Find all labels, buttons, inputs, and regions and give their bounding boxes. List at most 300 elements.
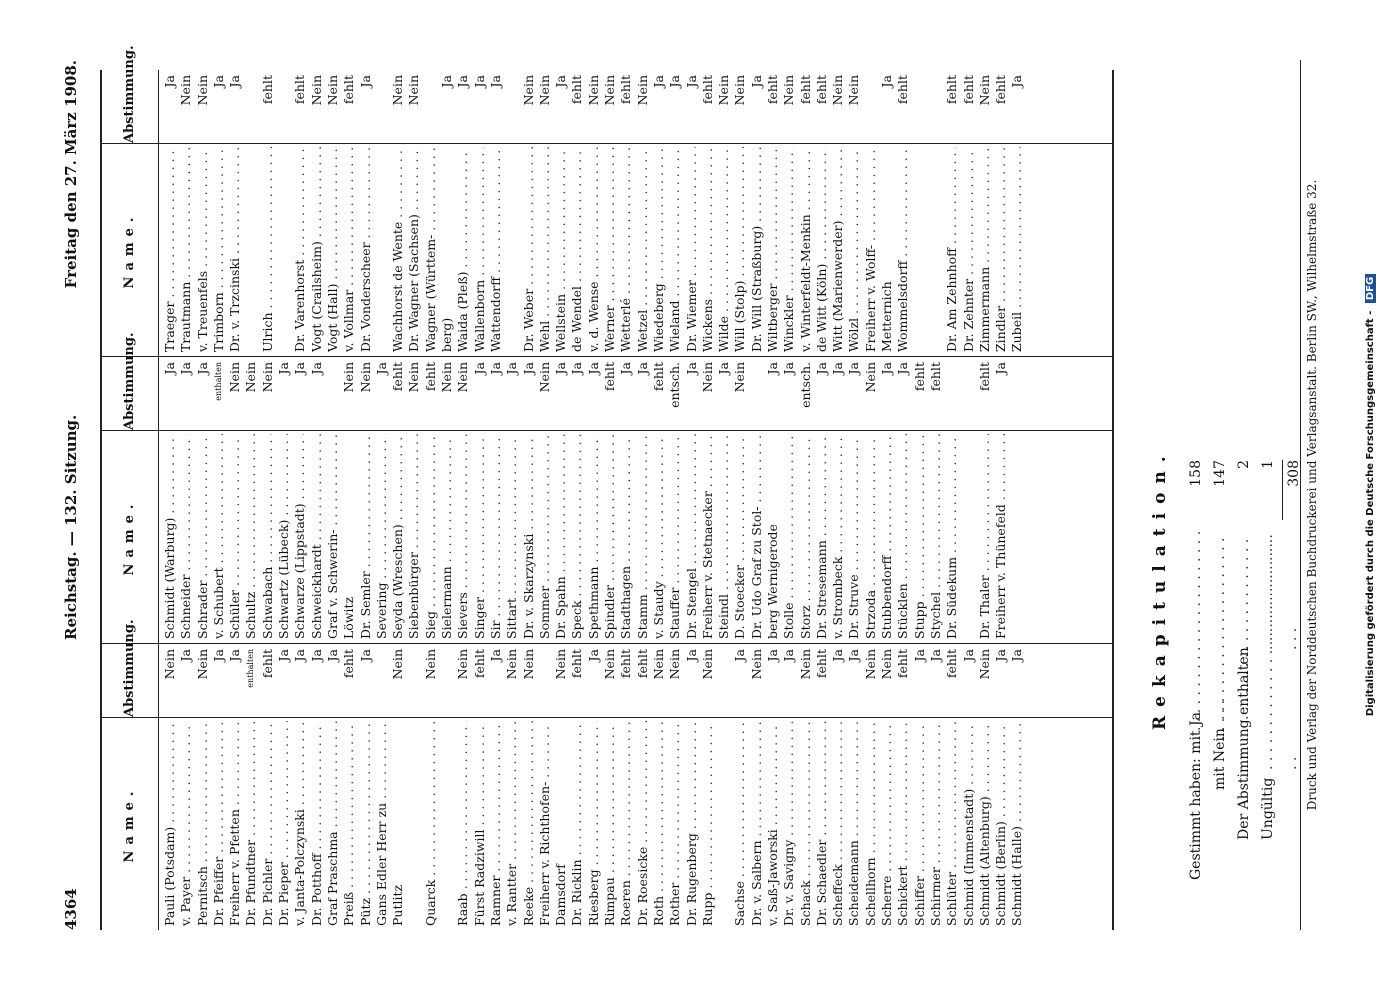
vote-value: fehlt	[960, 75, 976, 105]
vote-value: fehlt	[895, 75, 911, 105]
member-name: v. Payer . . .	[178, 721, 194, 926]
table-row	[781, 644, 797, 930]
recap-no	[1208, 460, 1232, 880]
table-row	[521, 357, 537, 643]
table-row	[374, 70, 390, 356]
recap-total-value: 308	[1286, 460, 1302, 487]
member-name: Zubeil . . .	[1009, 147, 1025, 352]
table-row	[765, 357, 781, 643]
vote-value: Ja	[471, 75, 487, 88]
member-name: de Wendel . . .	[569, 147, 585, 352]
vote-value: entsch.	[797, 362, 813, 408]
vote-value: Ja	[227, 75, 243, 88]
vote-value: fehlt	[797, 75, 813, 105]
vote-value: Nein	[162, 649, 177, 680]
vote-value: fehlt	[993, 75, 1009, 105]
member-name: Stychel . . .	[928, 434, 944, 639]
vote-value: Nein	[439, 362, 455, 393]
vote-value: fehlt	[341, 649, 357, 679]
vote-value: Nein	[341, 362, 357, 393]
table-row	[944, 70, 960, 356]
page-header	[62, 60, 86, 930]
table-row	[684, 70, 700, 356]
vote-value: Nein	[732, 362, 748, 393]
member-name: Waida (Pleß) . . .	[455, 147, 471, 352]
member-name: Dr. v. Salbern . . .	[749, 721, 765, 926]
member-name: v. Strombeck . . .	[830, 434, 846, 639]
column-header	[102, 332, 159, 643]
member-name: Stücklen . . .	[895, 434, 911, 639]
vote-value: Nein	[846, 75, 862, 106]
table-row	[586, 644, 602, 930]
vote-value: Nein	[520, 75, 536, 106]
printer-footer: Druck und Verlag der Norddeutschen Buchdruckerei und Verlagsanstalt. Berlin SW., Wilhelmstraße 32.	[1300, 60, 1319, 930]
table-row	[635, 644, 651, 930]
vote-value: Nein	[227, 362, 243, 393]
table-row	[602, 644, 618, 930]
vote-value: Nein	[797, 649, 813, 680]
member-name: Stolle . . .	[781, 434, 797, 639]
table-row	[944, 357, 960, 643]
table-row	[749, 357, 765, 643]
table-row	[439, 644, 455, 930]
vote-value: Nein	[667, 649, 683, 680]
table-row	[406, 357, 422, 643]
table-row	[798, 644, 814, 930]
member-name: Freiherr v. Stetnaecker . . .	[700, 434, 716, 639]
table-row	[227, 644, 243, 930]
table-row	[243, 70, 259, 356]
vote-value: Ja	[618, 362, 634, 375]
vote-value: Nein	[976, 649, 992, 680]
member-name: Schlüter . . .	[944, 721, 960, 926]
table-row	[798, 70, 814, 356]
vote-value: fehlt	[650, 362, 666, 392]
table-row	[195, 644, 211, 930]
vote-value: Ja	[830, 649, 846, 662]
table-row	[651, 70, 667, 356]
member-name: Schüler . . .	[227, 434, 243, 639]
table-row	[537, 357, 553, 643]
table-row	[863, 357, 879, 643]
recap-invalid-value: 1	[1260, 460, 1276, 469]
member-name: Wellstein . . .	[553, 147, 569, 352]
member-name: Dr. Pfundtner . . .	[243, 721, 259, 926]
member-name: Severing . . .	[374, 434, 390, 639]
table-row	[292, 644, 308, 930]
vote-value: Nein	[716, 75, 732, 106]
member-name: Dr. Semler . . .	[358, 434, 374, 639]
member-name: Schultz . . .	[243, 434, 259, 639]
member-name: Graf Praschma . . .	[325, 721, 341, 926]
member-name: Schiffer . . .	[912, 721, 928, 926]
table-row	[684, 644, 700, 930]
member-name: Roth . . .	[651, 721, 667, 926]
member-name: Damsdorf	[553, 864, 569, 926]
dfg-logo: DFG	[1365, 274, 1376, 303]
member-name: Schwartz (Lübeck) . . .	[276, 434, 292, 639]
vote-value: Nein	[308, 75, 324, 106]
member-name: Dr. Am Zehnhoff . . .	[944, 147, 960, 352]
member-name: Dr. Weber . . .	[521, 147, 537, 352]
member-name: Schickert . . .	[895, 721, 911, 926]
table-row	[341, 644, 357, 930]
vote-value: Nein	[422, 649, 438, 680]
table-row	[406, 70, 422, 356]
member-name: Schweickhardt . . .	[309, 434, 325, 639]
vote-value: Ja	[667, 75, 683, 88]
table-row	[390, 644, 406, 930]
member-name: Dr. Rugenberg . . .	[684, 721, 700, 926]
vote-value: Ja	[520, 362, 536, 375]
column-header	[102, 45, 159, 356]
vote-header: Abstimmung.	[122, 332, 137, 430]
table-row	[488, 644, 504, 930]
table-row	[716, 357, 732, 643]
table-row	[488, 357, 504, 643]
member-name: Pernitsch . . .	[195, 721, 211, 926]
vote-value: fehlt	[471, 649, 487, 679]
vote-value: Nein	[520, 649, 536, 680]
member-name: Metternich	[879, 281, 895, 352]
vote-value: Nein	[455, 362, 471, 393]
vote-value: Ja	[1009, 649, 1025, 662]
member-name: Scherre . . .	[879, 721, 895, 926]
table-row	[227, 70, 243, 356]
vote-value: Nein	[536, 362, 552, 393]
member-name: Dr. Pichler . . .	[260, 721, 276, 926]
vote-value: fehlt	[927, 362, 943, 392]
table-row	[961, 357, 977, 643]
table-row	[537, 644, 553, 930]
member-name: Freiherr v. Richthofen- . . .	[537, 721, 553, 926]
table-row	[993, 357, 1009, 643]
rows	[162, 644, 1026, 930]
table-row	[830, 357, 846, 643]
member-name: Sielermann . . .	[439, 434, 455, 639]
table-row	[944, 644, 960, 930]
member-name: Dr. Südekum . . .	[944, 434, 960, 639]
member-name: v. Vollmar . . .	[341, 147, 357, 352]
vote-value: Ja	[357, 75, 373, 88]
member-name: Sieg . . .	[423, 434, 439, 639]
vote-value: entsch.	[667, 362, 683, 408]
vote-value: Nein	[536, 75, 552, 106]
vote-value: Nein	[976, 75, 992, 106]
member-name: Will (Stolp) . . .	[732, 147, 748, 352]
member-name: Dr. Will (Straßburg) . . .	[749, 147, 765, 352]
vote-value: Nein	[553, 649, 569, 680]
table-row	[553, 357, 569, 643]
member-name: Pauli (Potsdam) . . .	[162, 721, 178, 926]
table-row	[781, 357, 797, 643]
recap-yes-value: 158	[1188, 460, 1204, 487]
vote-value: fehlt	[569, 649, 585, 679]
vote-value: Ja	[781, 362, 797, 375]
vote-value: Nein	[390, 75, 406, 106]
table-row	[292, 70, 308, 356]
table-row	[472, 70, 488, 356]
member-name: Sommer . . .	[537, 434, 553, 639]
recap-title: Rekapitulation.	[1150, 447, 1170, 730]
vote-value: Nein	[879, 649, 895, 680]
table-row	[260, 357, 276, 643]
member-name: Ramner . . .	[488, 721, 504, 926]
vote-value: Nein	[602, 75, 618, 106]
vote-value: Ja	[846, 362, 862, 375]
vote-value: Ja	[650, 75, 666, 88]
table-row	[895, 644, 911, 930]
member-name: Spethmann . . .	[586, 434, 602, 639]
table-row	[325, 70, 341, 356]
vote-value: Ja	[927, 649, 943, 662]
vote-value: Ja	[487, 362, 503, 375]
member-name: Stubbendorff . . .	[879, 434, 895, 639]
member-name: v. Schubert . . .	[211, 434, 227, 639]
table-row	[716, 644, 732, 930]
member-name: Schack . . .	[798, 721, 814, 926]
table-row	[667, 644, 683, 930]
table-row	[309, 70, 325, 356]
name-header: Name.	[122, 498, 137, 576]
vote-value: fehlt	[618, 649, 634, 679]
vote-value: Ja	[194, 362, 210, 375]
member-name: Rupp . . .	[700, 721, 716, 926]
vote-value: Ja	[373, 362, 389, 375]
member-name: Riesberg . . .	[586, 721, 602, 926]
table-row	[977, 644, 993, 930]
vote-value: fehlt	[292, 75, 308, 105]
member-name: Steindl . . .	[716, 434, 732, 639]
table-row	[749, 70, 765, 356]
table-row	[618, 70, 634, 356]
vote-value: Ja	[764, 362, 780, 375]
member-name: Seyda (Wreschen) . . .	[390, 434, 406, 639]
member-name: Vogt (Crailsheim) . . .	[309, 147, 325, 352]
table-row	[814, 70, 830, 356]
member-name: Dr. Ricklin . . .	[569, 721, 585, 926]
member-name: Graf v. Schwerin- . . .	[325, 434, 341, 639]
table-row	[390, 357, 406, 643]
member-name: Raab . . .	[455, 721, 471, 926]
table-row	[211, 357, 227, 643]
recap-abstain	[1232, 460, 1256, 880]
member-name: Werner . . .	[602, 147, 618, 352]
member-name: Wachhorst de Wente . . .	[390, 147, 406, 352]
table-row	[292, 357, 308, 643]
vote-value: Nein	[504, 649, 520, 680]
table-row	[667, 357, 683, 643]
member-name: Freiherr v. Thünefeld . . .	[993, 434, 1009, 639]
table-row	[961, 70, 977, 356]
member-name: Dr. Thaler . . .	[977, 434, 993, 639]
member-name: Winckler . . .	[781, 147, 797, 352]
vote-value: Ja	[504, 362, 520, 375]
name-header: Name.	[122, 785, 137, 863]
member-name: berg Wernigerode	[764, 524, 780, 639]
vote-value: fehlt	[944, 649, 960, 679]
session-title: Reichstag. — 132. Sitzung.	[62, 414, 80, 640]
member-name: Roeren . . .	[618, 721, 634, 926]
table-row	[243, 644, 259, 930]
member-name: Dr. Struve . . .	[846, 434, 862, 639]
member-name: Singer . . .	[472, 434, 488, 639]
recap-invalid-label: Ungültig	[1260, 777, 1276, 840]
member-name: Dr. v. Skarzynski . . .	[521, 434, 537, 639]
member-name: de Witt (Köln) . . .	[814, 147, 830, 352]
table-row	[374, 357, 390, 643]
vote-value: Ja	[178, 362, 194, 375]
member-name: Dr. Wagner (Sachsen) . . .	[406, 147, 422, 352]
vote-table	[100, 45, 1114, 930]
member-name: v. Winterfeldt-Menkin . . .	[798, 147, 814, 352]
member-name: Dr. v. Savigny . . .	[781, 721, 797, 926]
vote-value: Nein	[781, 75, 797, 106]
table-row	[211, 70, 227, 356]
table-row	[553, 644, 569, 930]
member-name: Wommelsdorff . . .	[895, 147, 911, 352]
table-row	[879, 70, 895, 356]
table-row	[227, 357, 243, 643]
member-name: v. Staudy . . .	[651, 434, 667, 639]
vote-value: fehlt	[341, 75, 357, 105]
vote-value: Ja	[455, 75, 471, 88]
table-row	[716, 70, 732, 356]
table-row	[732, 644, 748, 930]
member-name: Freiherr v. Wolff- . . .	[863, 147, 879, 352]
vote-value: Ja	[879, 362, 895, 375]
vote-value: fehlt	[699, 75, 715, 105]
member-name: berg)	[439, 317, 455, 352]
table-row	[455, 644, 471, 930]
member-name: Schwarze (Lippstadt) . . .	[292, 434, 308, 639]
table-row	[504, 70, 520, 356]
vote-value: fehlt	[569, 75, 585, 105]
vote-value: Ja	[683, 362, 699, 375]
member-name: Schmidt (Warburg) . . .	[162, 434, 178, 639]
member-name: Dr. Roesicke . . .	[635, 721, 651, 926]
member-name: Schmidt (Halle) . . .	[1009, 721, 1025, 926]
vote-value: Nein	[830, 75, 846, 106]
member-name: v. Treuenfels . . .	[195, 147, 211, 352]
member-name: Dr. v. Trzcinski . . .	[227, 147, 243, 352]
member-name: Stauffer . . .	[667, 434, 683, 639]
table-row	[977, 70, 993, 356]
table-row	[732, 70, 748, 356]
member-name: Trautmann . . .	[178, 147, 194, 352]
member-name: Zimmermann . . .	[977, 147, 993, 352]
table-row	[846, 644, 862, 930]
vote-value: fehlt	[944, 75, 960, 105]
member-name: Wiedeberg . . .	[651, 147, 667, 352]
vote-value: fehlt	[895, 649, 911, 679]
member-name: Preiß . . .	[341, 721, 357, 926]
table-row	[586, 357, 602, 643]
member-name: Dr. Wiemer . . .	[684, 147, 700, 352]
vote-value: enthalten	[246, 649, 256, 688]
vote-value: Ja	[585, 362, 601, 375]
vote-value: Ja	[748, 75, 764, 88]
table-row	[341, 357, 357, 643]
table-row	[178, 70, 194, 356]
vote-value: Nein	[259, 362, 275, 393]
table-row	[276, 357, 292, 643]
table-row	[586, 70, 602, 356]
vote-value: Ja	[308, 649, 324, 662]
member-name: Quarck . . .	[423, 721, 439, 926]
member-name: Dr. Varenhorst . . .	[292, 147, 308, 352]
table-row	[276, 70, 292, 356]
rows	[162, 70, 1026, 356]
vote-value: fehlt	[259, 75, 275, 105]
member-name: Reeke . . .	[521, 721, 537, 926]
vote-value: Ja	[993, 362, 1009, 375]
table-row	[928, 70, 944, 356]
table-row	[618, 357, 634, 643]
table-row	[260, 70, 276, 356]
dfg-note: Digitalisierung gefördert durch die Deutsche Forschungsgemeinschaft -	[1365, 310, 1376, 717]
member-name: Wetzel . . .	[635, 147, 651, 352]
member-name: Trimborn . . .	[211, 147, 227, 352]
table-row	[243, 357, 259, 643]
vote-value: Nein	[585, 75, 601, 106]
vote-value: Nein	[324, 75, 340, 106]
table-row	[651, 644, 667, 930]
table-row	[569, 357, 585, 643]
recap-yes-label: Gestimmt haben: mit Ja	[1188, 712, 1204, 880]
table-row	[1009, 70, 1025, 356]
vote-value: fehlt	[813, 649, 829, 679]
vote-value: Nein	[732, 75, 748, 106]
member-name: Rimpau . . .	[602, 721, 618, 926]
table-row	[276, 644, 292, 930]
vote-value: Ja	[764, 649, 780, 662]
vote-value: Ja	[846, 649, 862, 662]
table-row	[504, 357, 520, 643]
vote-value: Ja	[210, 649, 226, 662]
recap-no-value: 147	[1212, 460, 1228, 487]
table-row	[390, 70, 406, 356]
dfg-credit	[1365, 60, 1376, 930]
recap-yes	[1184, 460, 1208, 880]
member-name: Vogt (Hall) . . .	[325, 147, 341, 352]
vote-value: Ja	[292, 649, 308, 662]
member-name: Wickens . . .	[700, 147, 716, 352]
vote-value: Nein	[602, 649, 618, 680]
table-row	[569, 644, 585, 930]
table-row	[423, 70, 439, 356]
vote-value: Ja	[716, 362, 732, 375]
table-row	[830, 644, 846, 930]
vote-value: Ja	[813, 362, 829, 375]
vote-value: fehlt	[618, 75, 634, 105]
vote-value: fehlt	[259, 649, 275, 679]
vote-value: Nein	[194, 649, 210, 680]
vote-value: Nein	[243, 362, 259, 393]
table-row	[684, 357, 700, 643]
member-name: Scheffeck . . .	[830, 721, 846, 926]
vote-value: Nein	[699, 362, 715, 393]
table-row	[162, 70, 178, 356]
table-row	[439, 70, 455, 356]
table-row	[358, 644, 374, 930]
member-name: Stadthagen . . .	[618, 434, 634, 639]
vote-value: Ja	[879, 75, 895, 88]
recap-abstain-value: 2	[1236, 460, 1252, 469]
vote-value: Ja	[553, 75, 569, 88]
member-name: Schrader . . .	[195, 434, 211, 639]
member-name: Löwitz	[341, 596, 357, 639]
